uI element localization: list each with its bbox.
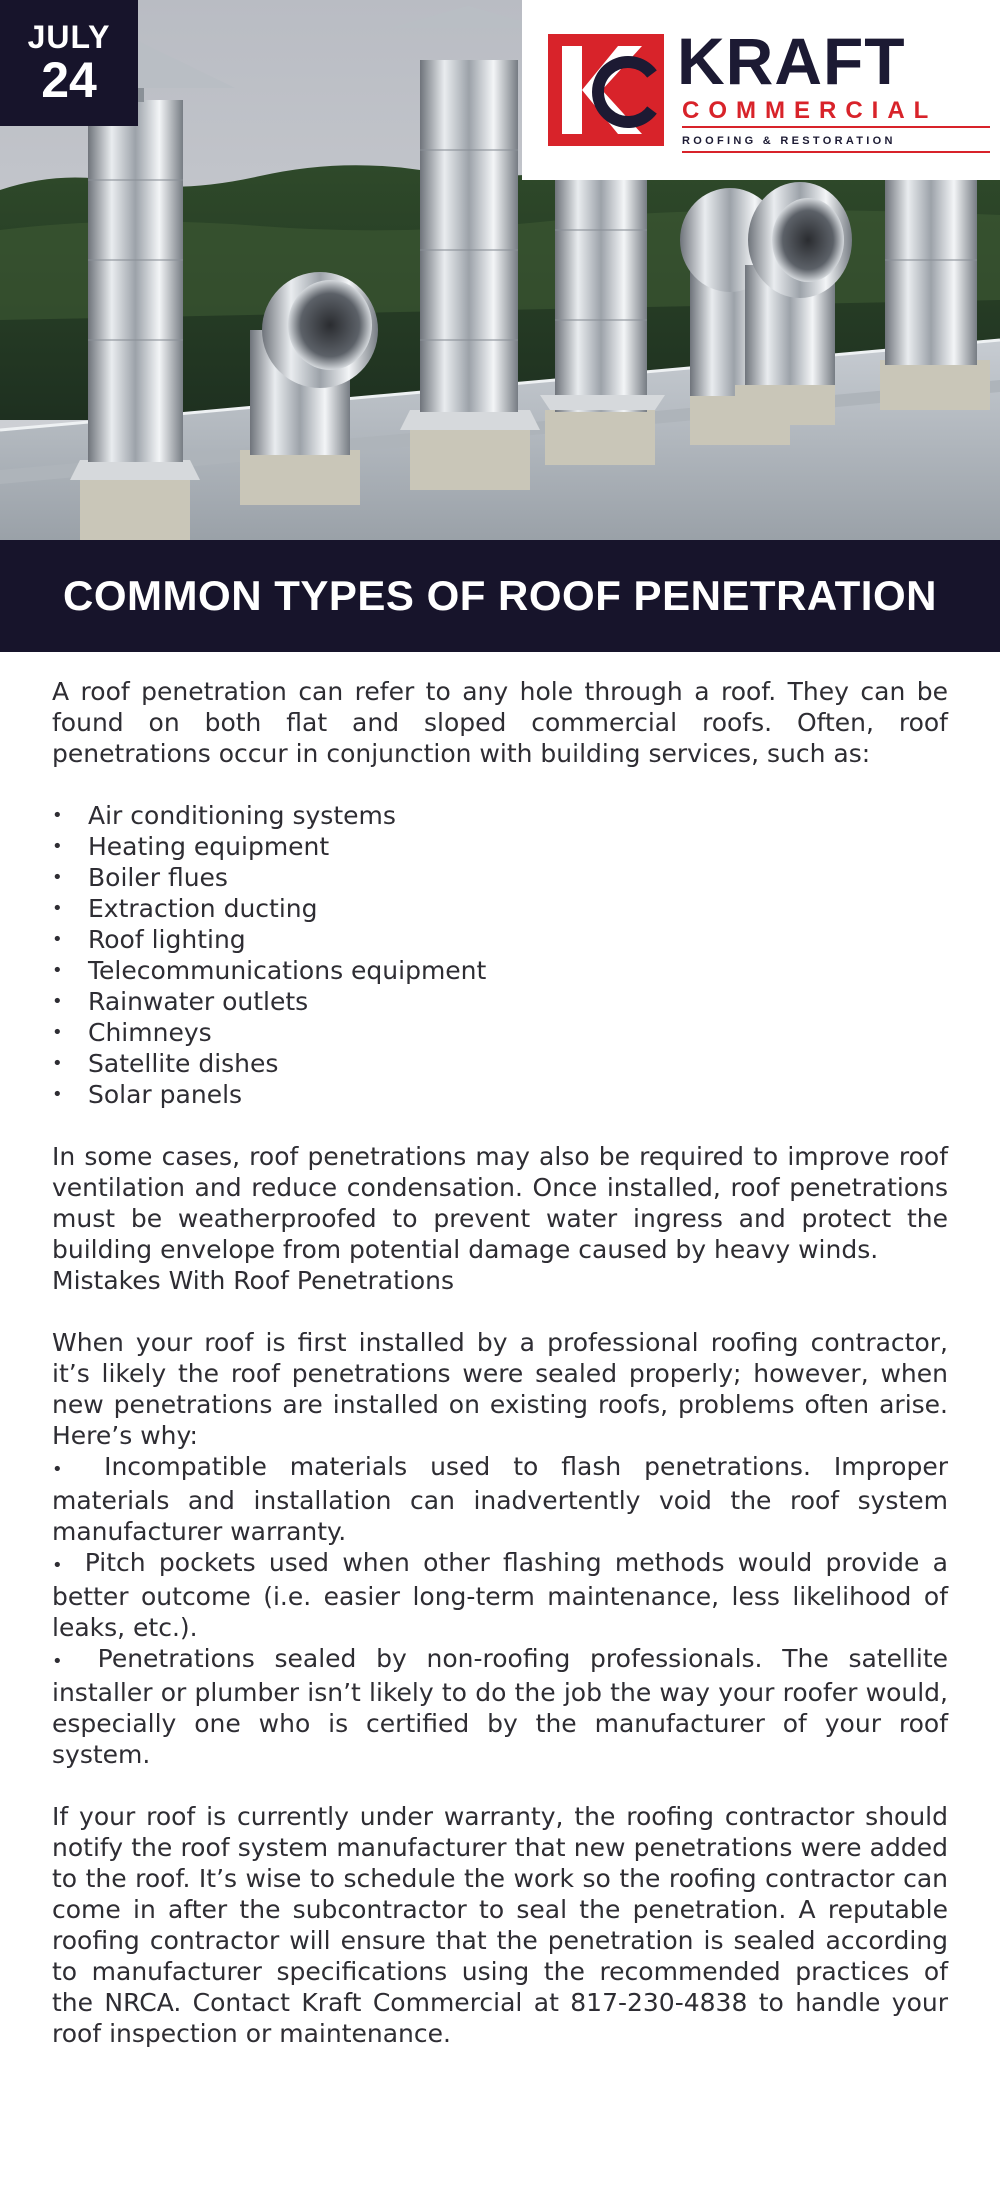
mistake-text: Incompatible materials used to flash penetrations. Improper materials and installation can inadvertently void the roof system manufacturer warranty.: [52, 1452, 948, 1546]
mistake-text: Pitch pockets used when other flashing methods would provide a better outcome (i.e. easier long-term maintenance, less likelihood of leaks, etc.).: [52, 1548, 948, 1642]
list-item: • Chimneys: [52, 1017, 948, 1048]
list-item: • Air conditioning systems: [52, 800, 948, 831]
warranty-paragraph: If your roof is currently under warranty, the roofing contractor should notify the roof system manufacturer that new penetrations were added to the roof. It’s wise to schedule the work so the roofing contractor can come in after the subcontractor to seal the penetration. A reputable roofing contractor will ensure that the penetration is sealed according to manufacturer specifications using the recommended practices of the NRCA. Contact Kraft Commercial at 817-230-4838 to handle your roof inspection or maintenance.: [52, 1802, 948, 2048]
brand-subtitle: COMMERCIAL: [682, 97, 938, 124]
list-item: • Extraction ducting: [52, 893, 948, 924]
vent-elbow: [680, 182, 852, 445]
article-body: [52, 676, 948, 2049]
title-band: [0, 540, 1000, 652]
kc-monogram-icon: [548, 34, 664, 146]
vent-stack: [540, 150, 665, 465]
hero-photo: [0, 0, 1000, 540]
date-badge: [0, 0, 138, 126]
list-item: • Roof lighting: [52, 924, 948, 955]
ventilation-paragraph: In some cases, roof penetrations may also be required to improve roof ventilation and reduce condensation. Once installed, roof penetrations must be weatherproofed to prevent water ingress and protect the building envelope from potential damage caused by heavy winds.: [52, 1142, 948, 1264]
brand-name: KRAFT: [677, 24, 906, 98]
list-item: • Solar panels: [52, 1079, 948, 1110]
mistake-item: • Pitch pockets used when other flashing methods would provide a better outcome (i.e. easier long-term maintenance, less likelihood of leaks, etc.).: [52, 1548, 948, 1642]
brand-tagline: ROOFING & RESTORATION: [682, 135, 896, 147]
page-title: COMMON TYPES OF ROOF PENETRATION: [63, 572, 937, 619]
mistakes-intro-paragraph: When your roof is first installed by a professional roofing contractor, it’s likely the roof penetrations were sealed properly; however, when new penetrations are installed on existing roofs, problems often arise. Here’s why:: [52, 1328, 948, 1450]
list-item: • Satellite dishes: [52, 1048, 948, 1079]
brand-rule: [682, 126, 990, 128]
intro-paragraph: A roof penetration can refer to any hole through a roof. They can be found on both flat and sloped commercial roofs. Often, roof penetrations occur in conjunction with building services, such as:: [52, 677, 948, 768]
mistake-item: • Incompatible materials used to flash penetrations. Improper materials and installation can inadvertently void the roof system manufacturer warranty.: [52, 1452, 948, 1546]
services-list: [52, 800, 948, 1110]
mistake-text: Penetrations sealed by non-roofing professionals. The satellite installer or plumber isn’t likely to do the job the way your roofer would, especially one who is certified by the manufacturer of your roof system.: [52, 1644, 949, 1769]
list-item: • Boiler flues: [52, 862, 948, 893]
section-subheading: Mistakes With Roof Penetrations: [52, 1266, 455, 1295]
brand-logo: [522, 0, 1000, 180]
list-item: • Heating equipment: [52, 831, 948, 862]
date-day: 24: [41, 52, 97, 108]
mistake-item: • Penetrations sealed by non-roofing professionals. The satellite installer or plumber isn’t likely to do the job the way your roofer would, especially one who is certified by the manufacturer of your roof system.: [52, 1644, 949, 1769]
brand-rule: [682, 151, 990, 153]
date-month: JULY: [27, 19, 111, 55]
list-item: • Rainwater outlets: [52, 986, 948, 1017]
vent-stack: [880, 180, 990, 410]
list-item: • Telecommunications equipment: [52, 955, 948, 986]
